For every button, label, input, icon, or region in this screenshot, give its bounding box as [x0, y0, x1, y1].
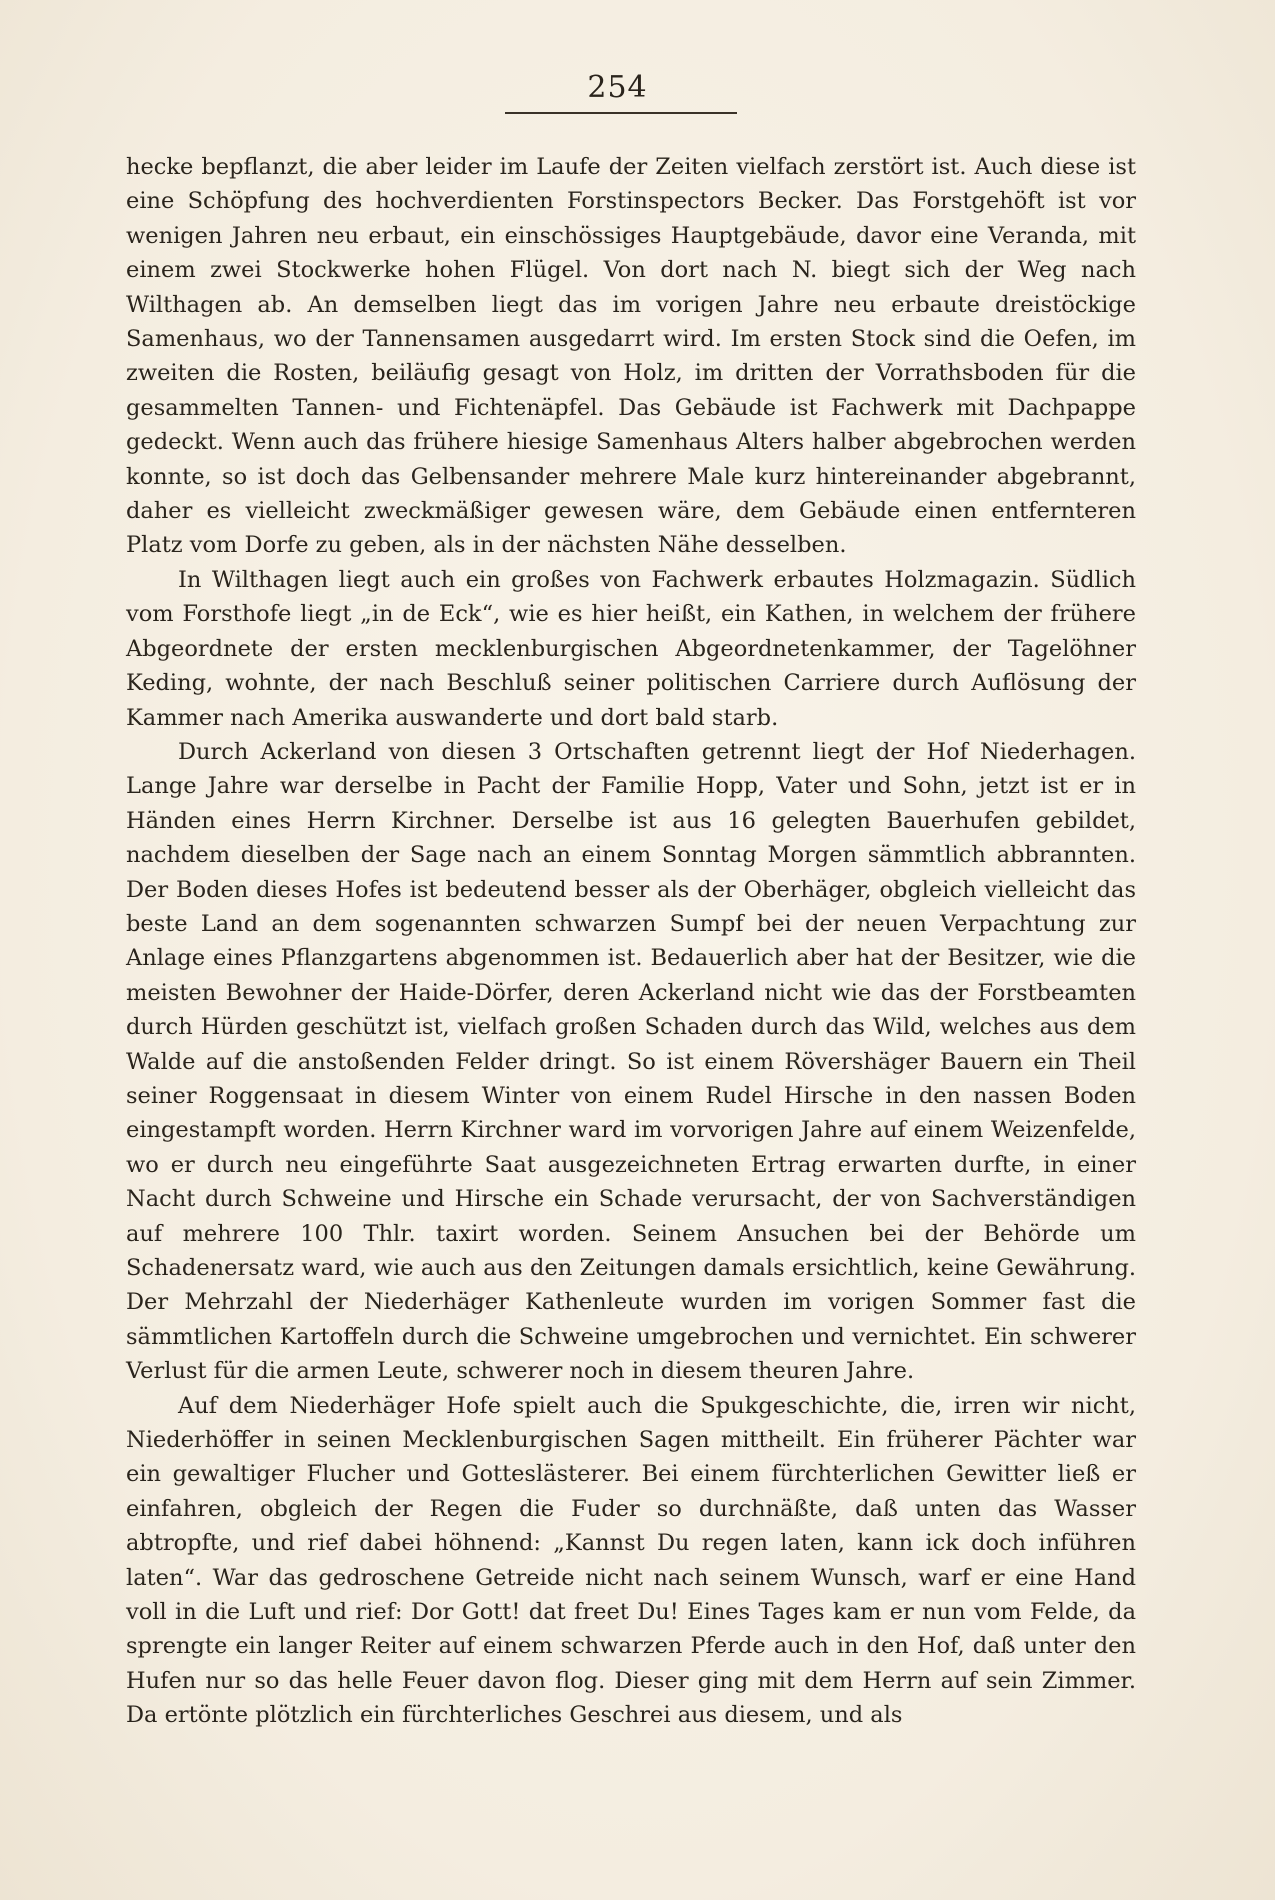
paragraph-4: Auf dem Niederhäger Hofe spielt auch die Spukgeschichte, die, irren wir nicht, Niederhöffer in seinen Mecklenburgischen Sagen mittheilt. Ein früherer Pächter war ein gewaltiger Flucher und Gotteslästerer. Bei einem fürchterlichen Gewitter ließ er einfahren, obgleich der Regen die Fuder so durchnäßte, daß unten das Wasser abtropfte, und rief dabei höhnend: „Kannst Du regen laten, kann ick doch inführen laten“. War das gedroschene Getreide nicht nach seinem Wunsch, warf er eine Hand voll in die Luft und rief: Dor Gott! dat freet Du! Eines Tages kam er nun vom Felde, da sprengte ein langer Reiter auf einem schwarzen Pferde auch in den Hof, daß unter den Hufen nur so das helle Feuer davon flog. Dieser ging mit dem Herrn auf sein Zimmer. Da ertönte plötzlich ein fürchterliches Geschrei aus diesem, und als	[126, 1392, 1136, 1729]
paragraph-3: Durch Ackerland von diesen 3 Ortschaften getrennt liegt der Hof Niederhagen. Lange Jahre war derselbe in Pacht der Familie Hopp, Vater und Sohn, jetzt ist er in Händen eines Herrn Kirchner. Derselbe ist aus 16 gelegten Bauerhufen gebildet, nachdem dieselben der Sage nach an einem Sonntag Morgen sämmtlich abbrannten. Der Boden dieses Hofes ist bedeutend besser als der Oberhäger, obgleich vielleicht das beste Land an dem sogenannten schwarzen Sumpf bei der neuen Verpachtung zur Anlage eines Pflanzgartens abgenommen ist. Bedauerlich aber hat der Besitzer, wie die meisten Bewohner der Haide-Dörfer, deren Ackerland nicht wie das der Forstbeamten durch Hürden geschützt ist, vielfach großen Schaden durch das Wild, welches aus dem Walde auf die anstoßenden Felder dringt. So ist einem Rövershäger Bauern ein Theil seiner Roggensaat in diesem Winter von einem Rudel Hirsche in den nassen Boden eingestampft worden. Herrn Kirchner ward im vorvorigen Jahre auf einem Weizenfelde, wo er durch neu eingeführte Saat ausgezeichneten Ertrag erwarten durfte, in einer Nacht durch Schweine und Hirsche ein Schade verursacht, der von Sachverständigen auf mehrere 100 Thlr. taxirt worden. Seinem Ansuchen bei der Behörde um Schadenersatz ward, wie auch aus den Zeitungen damals ersichtlich, keine Gewährung. Der Mehrzahl der Niederhäger Kathenleute wurden im vorigen Sommer fast die sämmtlichen Kartoffeln durch die Schweine umgebrochen und vernichtet. Ein schwerer Verlust für die armen Leute, schwerer noch in diesem theuren Jahre.	[126, 738, 1136, 1385]
paragraph-1: hecke bepflanzt, die aber leider im Laufe der Zeiten vielfach zerstört ist. Auch diese ist eine Schöpfung des hochverdienten Forstinspectors Becker. Das Forstgehöft ist vor wenigen Jahren neu erbaut, ein einschössiges Hauptgebäude, davor eine Veranda, mit einem zwei Stockwerke hohen Flügel. Von dort nach N. biegt sich der Weg nach Wilthagen ab. An demselben liegt das im vorigen Jahre neu erbaute dreistöckige Samenhaus, wo der Tannensamen ausgedarrt wird. Im ersten Stock sind die Oefen, im zweiten die Rosten, beiläufig gesagt von Holz, im dritten der Vorrathsboden für die gesammelten Tannen- und Fichtenäpfel. Das Gebäude ist Fachwerk mit Dachpappe gedeckt. Wenn auch das frühere hiesige Samenhaus Alters halber abgebrochen werden konnte, so ist doch das Gelbensander mehrere Male kurz hintereinander abgebrannt, daher es vielleicht zweckmäßiger gewesen wäre, dem Gebäude einen entfernteren Platz vom Dorfe zu geben, als in der nächsten Nähe desselben.	[126, 154, 1136, 559]
body-text	[126, 150, 1136, 1733]
header-rule	[505, 112, 737, 114]
page-number: 254	[587, 70, 648, 105]
paragraph-2: In Wilthagen liegt auch ein großes von Fachwerk erbautes Holzmagazin. Südlich vom Forsthofe liegt „in de Eck“, wie es hier heißt, ein Kathen, in welchem der frühere Abgeordnete der ersten mecklenburgischen Abgeordnetenkammer, der Tagelöhner Keding, wohnte, der nach Beschluß seiner politischen Carriere durch Auflösung der Kammer nach Amerika auswanderte und dort bald starb.	[126, 566, 1136, 731]
